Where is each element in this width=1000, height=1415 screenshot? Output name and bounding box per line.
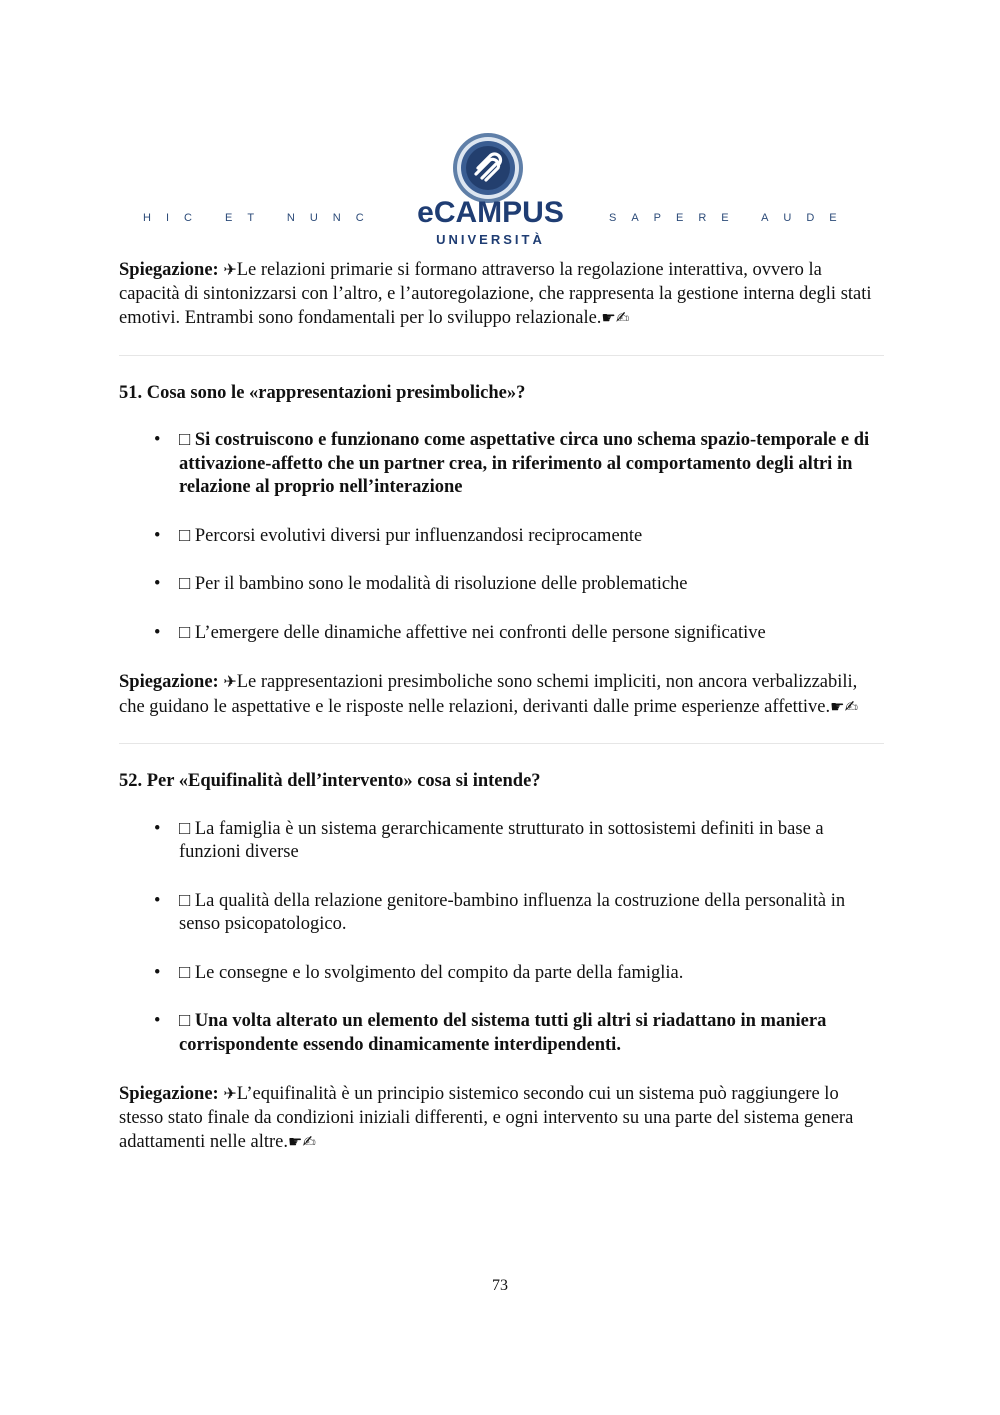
bullet: • (154, 1011, 161, 1031)
bullet: • (154, 962, 161, 983)
question-title: 51. Cosa sono le «rappresentazioni presimboliche»? (119, 382, 526, 403)
pointing-hand-writing-hand-icon: ☛✍ (601, 308, 630, 327)
brand-wordmark (403, 196, 578, 248)
bullet: • (154, 430, 161, 450)
bullet: • (154, 574, 161, 594)
question-explanation (119, 670, 884, 719)
question-block (119, 770, 884, 1155)
checkbox-icon: □ (179, 430, 191, 450)
airplane-icon: ✈ (223, 672, 237, 691)
checkbox-icon: □ (179, 622, 191, 643)
explanation-text: Le rappresentazioni presimboliche sono schemi impliciti, non ancora verbalizzabili, che guidano le aspettative e le risposte nelle relazioni, derivanti dalle prime esperienze affettive. (119, 672, 858, 717)
bullet: • (154, 622, 161, 643)
answer-option[interactable] (119, 429, 884, 500)
motto-left: HIC ET NUNC (143, 212, 379, 224)
airplane-icon: ✈ (223, 1084, 237, 1103)
airplane-icon: ✈ (223, 260, 237, 279)
explanation-label: Spiegazione: (119, 672, 219, 692)
answer-option[interactable] (119, 573, 884, 597)
intro-explanation (119, 258, 884, 331)
bullet: • (154, 890, 161, 911)
section-divider (119, 743, 884, 744)
checkbox-icon: □ (179, 890, 191, 911)
explanation-text: L’equifinalità è un principio sistemico secondo cui un sistema può raggiungere lo stesso stato finale da condizioni iniziali differenti, e ogni intervento su una parte del sistema genera adattamenti nelle altre. (119, 1084, 854, 1152)
brand-subtitle: UNIVERSITÀ (436, 232, 545, 247)
checkbox-icon: □ (179, 574, 191, 594)
answer-option[interactable] (119, 962, 884, 986)
page-header (0, 128, 1000, 253)
answer-option[interactable] (119, 1010, 884, 1057)
answer-option-text: La qualità della relazione genitore-bambino influenza la costruzione della personalità in senso psicopatologico. (179, 890, 846, 934)
bullet: • (154, 525, 161, 546)
answer-options (119, 429, 884, 645)
answer-option[interactable] (119, 890, 884, 937)
answer-option-text: Percorsi evolutivi diversi pur influenzandosi reciprocamente (194, 525, 643, 546)
answer-option-text: Una volta alterato un elemento del sistema tutti gli altri si riadattano in maniera corrispondente essendo dinamicamente interdipendenti. (179, 1011, 827, 1055)
answer-options (119, 818, 884, 1058)
answer-option-text: Per il bambino sono le modalità di risoluzione delle problematiche (194, 574, 688, 594)
question-title: 52. Per «Equifinalità dell’intervento» cosa si intende? (119, 771, 541, 791)
pointing-hand-writing-hand-icon: ☛✍ (287, 1132, 316, 1151)
ecampus-seal-logo (452, 132, 524, 204)
answer-option[interactable] (119, 622, 884, 646)
checkbox-icon: □ (179, 1011, 191, 1031)
brand-name: eCAMPUS (417, 196, 564, 229)
bullet: • (154, 818, 161, 839)
answer-option-text: Si costruiscono e funzionano come aspettative circa uno schema spazio-temporale e di attivazione-affetto che un partner crea, in riferimento al comportamento degli altri in relazione al proprio nell’interazione (179, 430, 870, 497)
answer-option-text: Le consegne e lo svolgimento del compito da parte della famiglia. (194, 962, 684, 983)
answer-option-text: L’emergere delle dinamiche affettive nei confronti delle persone significative (194, 622, 766, 643)
checkbox-icon: □ (179, 818, 191, 839)
motto-right: SAPERE AUDE (609, 212, 852, 224)
question-explanation (119, 1082, 884, 1155)
explanation-label: Spiegazione: (119, 1084, 219, 1104)
explanation-label: Spiegazione: (119, 260, 219, 280)
explanation-text: Le relazioni primarie si formano attraverso la regolazione interattiva, ovvero la capacità di sintonizzarsi con l’altro, e l’autoregolazione, che rappresenta la gestione interna degli stati emotivi. Entrambi sono fondamentali per lo sviluppo relazionale. (119, 260, 872, 328)
checkbox-icon: □ (179, 962, 191, 983)
answer-option[interactable] (119, 525, 884, 549)
checkbox-icon: □ (179, 525, 191, 546)
page-content (119, 258, 884, 1155)
question-block (119, 382, 884, 720)
pointing-hand-writing-hand-icon: ☛✍ (830, 696, 858, 716)
section-divider (119, 355, 884, 356)
answer-option[interactable] (119, 818, 884, 865)
page-number: 73 (492, 1277, 508, 1294)
answer-option-text: La famiglia è un sistema gerarchicamente strutturato in sottosistemi definiti in base a funzioni diverse (179, 818, 824, 862)
